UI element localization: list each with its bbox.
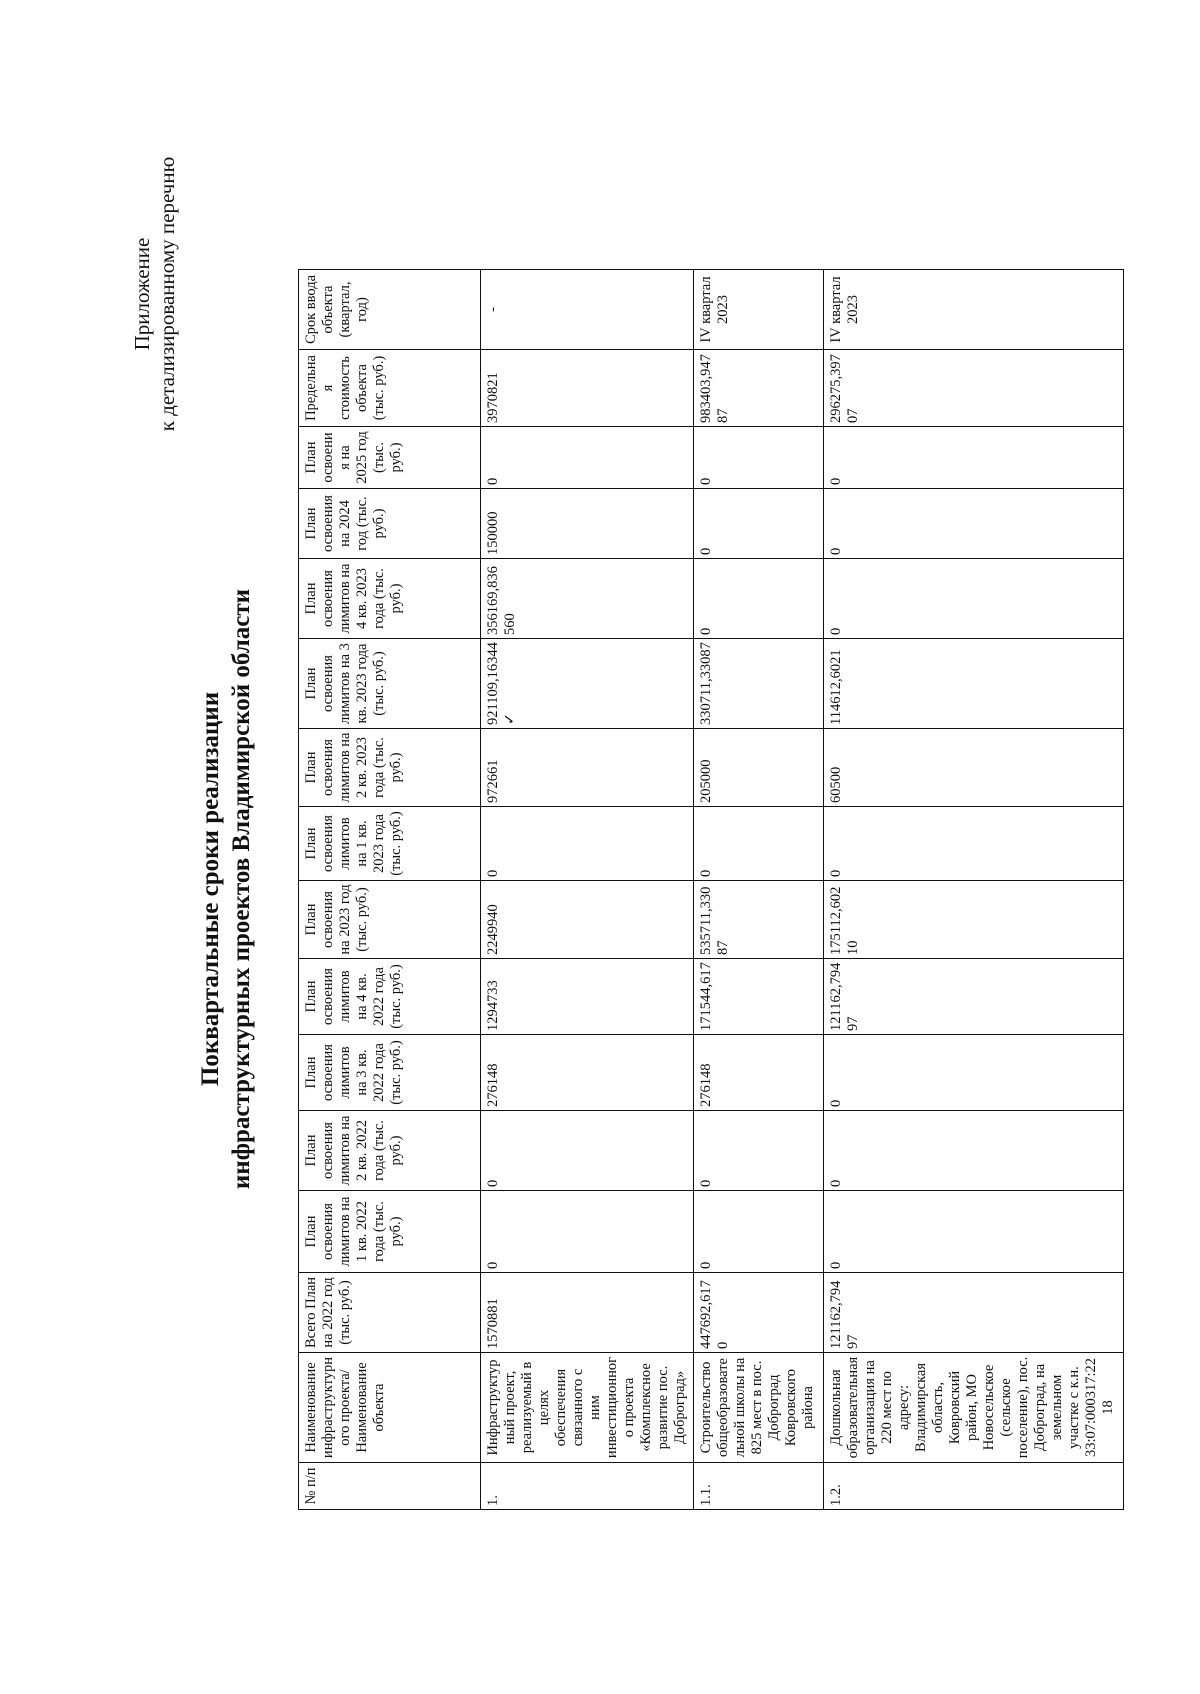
value-cell: 0 [694,559,824,639]
value-cell: 205000 [694,729,824,807]
value-cell: 0 [481,1191,694,1273]
value-cell: 150000 [481,489,694,559]
value-cell: 2249940 [481,881,694,959]
value-cell: 0 [694,427,824,489]
value-cell: 0 [481,807,694,881]
row-number-cell: 1. [481,1463,694,1510]
value-cell: 0 [824,1191,1124,1273]
value-cell: 0 [824,807,1124,881]
value-cell: 1294733 [481,959,694,1035]
column-header: План освоения лимитов на 1 кв. 2022 года (тыс. руб.) [299,1191,481,1273]
value-cell: 0 [694,807,824,881]
object-name-cell: Строительство общеобразовательной школы на 825 мест в пос. Доброград Ковровского района [694,1353,824,1463]
value-cell: 330711,33087 [694,639,824,729]
appendix-line-2: к детализированному перечню [155,156,179,432]
value-cell: 0 [481,1111,694,1191]
value-cell: 296275,39707 [824,350,1124,427]
value-cell: 276148 [694,1035,824,1111]
value-cell: 356169,836560 [481,559,694,639]
column-header: План освоения лимитов на 1 кв. 2023 года (тыс. руб.) [299,807,481,881]
column-header: Наименование инфраструктурного проекта/ Наименование объекта [299,1353,481,1463]
column-header: План освоения лимитов на 2 кв. 2022 года (тыс. руб.) [299,1111,481,1191]
table-row [481,270,694,1510]
column-header: План освоения лимитов на 3 кв. 2022 года (тыс. руб.) [299,1035,481,1111]
column-header: План освоения лимитов на 3 кв. 2023 года (тыс. руб.) [299,639,481,729]
value-cell: 983403,94787 [694,350,824,427]
value-cell: IV квартал 2023 [694,270,824,350]
value-cell: 972661 [481,729,694,807]
title-line-1: Поквартальные сроки реализации [197,691,224,1087]
value-cell: 921109,16344 ✓ [481,639,694,729]
value-cell: 0 [824,1035,1124,1111]
value-cell: 3970821 [481,350,694,427]
column-header: Всего План на 2022 год (тыс. руб.) [299,1273,481,1353]
column-header: План освоения на 2023 год (тыс. руб.) [299,881,481,959]
object-name-cell: Дошкольная образовательная организация на 220 мест по адресу: Владимирская область, Ковровский район, МО Новосельское (сельское поселение), пос. Доброград, на земельном участке с к.н. 33:07:000317:2218 [824,1353,1124,1463]
column-header: План освоения на 2025 год (тыс. руб.) [299,427,481,489]
title-line-2: инфраструктурных проектов Владимирской области [228,588,255,1190]
value-cell: 447692,6170 [694,1273,824,1353]
value-cell: 114612,6021 [824,639,1124,729]
schedule-table [298,269,1124,1510]
column-header: Предельная стоимость объекта (тыс. руб.) [299,350,481,427]
value-cell: 0 [824,1111,1124,1191]
value-cell: 0 [694,1111,824,1191]
column-header: Срок ввода объекта (квартал, год) [299,270,481,350]
value-cell: IV квартал 2023 [824,270,1124,350]
value-cell: 171544,617 [694,959,824,1035]
value-cell: 121162,79497 [824,959,1124,1035]
object-name-cell: Инфраструктурный проект, реализуемый в целях обеспечения связанного с ним инвестиционного проекта «Комплексное развитие пос. Доброград» [481,1353,694,1463]
row-number-cell: 1.2. [824,1463,1124,1510]
appendix-line-1: Приложение [130,237,154,351]
document-title [195,274,257,1504]
value-cell: 175112,60210 [824,881,1124,959]
row-number-cell: 1.1. [694,1463,824,1510]
value-cell: 0 [824,489,1124,559]
value-cell: 121162,79497 [824,1273,1124,1353]
appendix-note [130,84,180,504]
column-header: План освоения лимитов на 4 кв. 2022 года (тыс. руб.) [299,959,481,1035]
value-cell: 535711,33087 [694,881,824,959]
column-header: План освоения на 2024 год (тыс. руб.) [299,489,481,559]
column-header: План освоения лимитов на 2 кв. 2023 года (тыс. руб.) [299,729,481,807]
value-cell: 60500 [824,729,1124,807]
table-header-row [299,270,481,1510]
table-row [824,270,1124,1510]
table-row [694,270,824,1510]
column-header: № п/п [299,1463,481,1510]
value-cell: 0 [824,559,1124,639]
value-cell: 0 [824,427,1124,489]
column-header: План освоения лимитов на 4 кв. 2023 года (тыс. руб.) [299,559,481,639]
value-cell: 0 [694,1191,824,1273]
value-cell: 276148 [481,1035,694,1111]
value-cell: - [481,270,694,350]
value-cell: 0 [481,427,694,489]
value-cell: 0 [694,489,824,559]
value-cell: 1570881 [481,1273,694,1353]
